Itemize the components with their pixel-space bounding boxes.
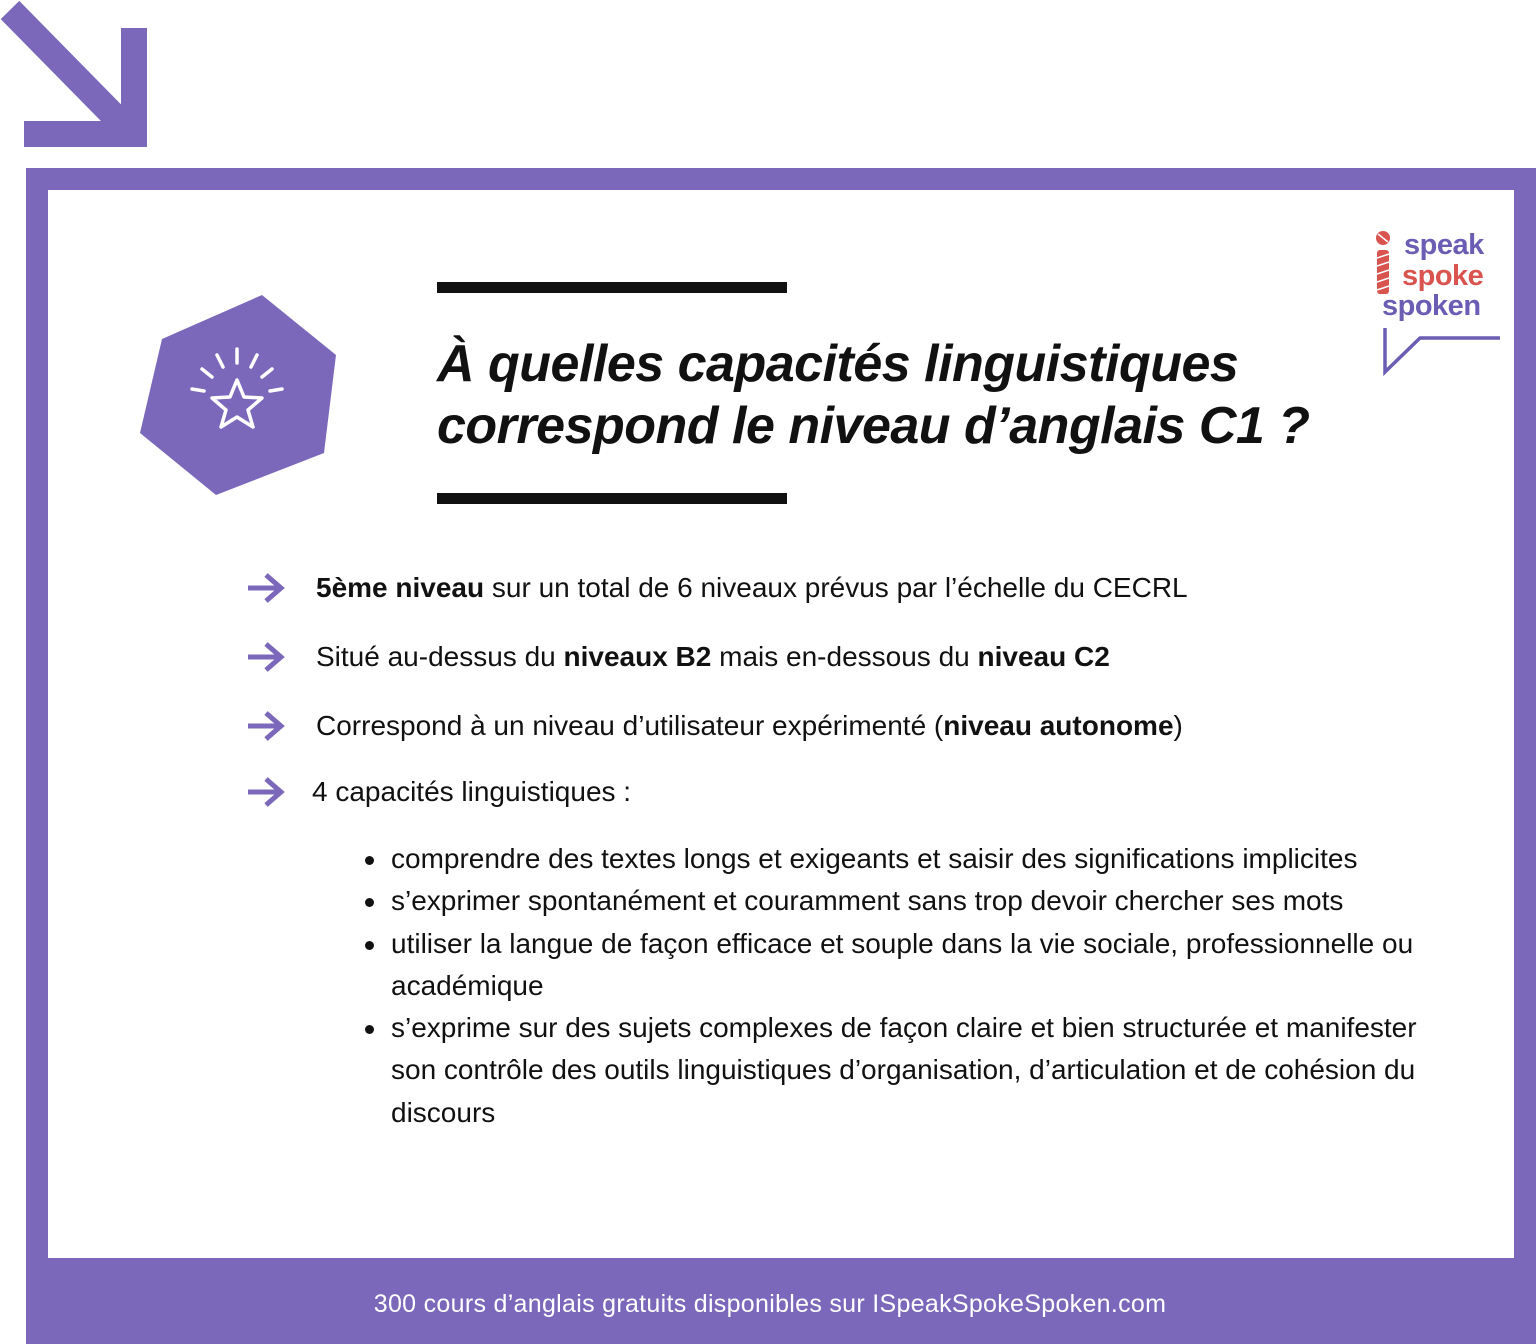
capacity-text: utiliser la langue de façon efficace et souple dans la vie sociale, professionnelle ou académique xyxy=(391,927,1414,1001)
capacity-item xyxy=(362,923,1422,1008)
logo-word-speak: speak xyxy=(1404,229,1484,261)
capacity-text: comprendre des textes longs et exigeants et saisir des significations implicites xyxy=(391,843,1358,874)
capacity-text: s’exprimer spontanément et couramment sans trop devoir chercher ses mots xyxy=(391,885,1344,917)
star-hexagon-icon xyxy=(138,293,338,497)
page-title-line-2: correspond le niveau d’anglais C1 ? xyxy=(437,397,1310,455)
text-segment: sur un total de 6 niveaux prévus par l’échelle du CECRL xyxy=(484,572,1188,603)
capacity-item xyxy=(362,838,1422,880)
logo-word-spoke: spoke xyxy=(1402,260,1484,292)
arrow-down-right-icon xyxy=(0,0,150,152)
logo-i-icon xyxy=(1372,230,1394,296)
capacity-text: s’exprime sur des sujets complexes de façon claire et bien structurée et manifester son contrôle des outils linguistiques d’organisation, d’articulation et de cohésion du discours xyxy=(391,1012,1417,1128)
emphasis: niveaux B2 xyxy=(563,641,712,672)
emphasis: niveau C2 xyxy=(977,641,1110,672)
list-item-text xyxy=(316,568,1188,608)
page-title xyxy=(437,333,1397,457)
title-rule-top xyxy=(437,282,787,293)
arrow-right-icon xyxy=(246,776,286,808)
logo xyxy=(1370,228,1500,378)
text-segment: Correspond à un niveau d’utilisateur expérimenté ( xyxy=(316,710,944,741)
footer xyxy=(26,1258,1536,1344)
emphasis: 5ème niveau xyxy=(316,572,485,603)
capacity-item xyxy=(362,1007,1422,1134)
bullet-dot-icon xyxy=(365,941,374,950)
text-segment: mais en-dessous du xyxy=(711,641,978,672)
capacities-list xyxy=(362,838,1422,1134)
bullet-dot-icon xyxy=(365,856,374,865)
list-item-text: 4 capacités linguistiques : xyxy=(312,776,632,807)
arrow-right-icon xyxy=(246,710,286,742)
list-item-text xyxy=(316,637,1110,677)
capacity-item xyxy=(362,880,1422,922)
arrow-right-icon xyxy=(246,641,286,673)
speech-tail-icon xyxy=(1380,328,1500,376)
bullet-dot-icon xyxy=(365,898,374,907)
footer-text: 300 cours d’anglais gratuits disponibles sur ISpeakSpokeSpoken.com xyxy=(373,1289,1167,1318)
logo-word-spoken: spoken xyxy=(1382,290,1481,322)
bullet-dot-icon xyxy=(365,1025,374,1034)
title-rule-bottom xyxy=(437,493,787,504)
emphasis: niveau autonome xyxy=(943,710,1174,741)
arrow-right-icon xyxy=(246,572,286,604)
text-segment: Situé au-dessus du xyxy=(316,641,564,672)
text-segment: ) xyxy=(1173,710,1183,741)
list-item-text xyxy=(316,706,1183,746)
page-title-line-1: À quelles capacités linguistiques xyxy=(437,335,1239,393)
